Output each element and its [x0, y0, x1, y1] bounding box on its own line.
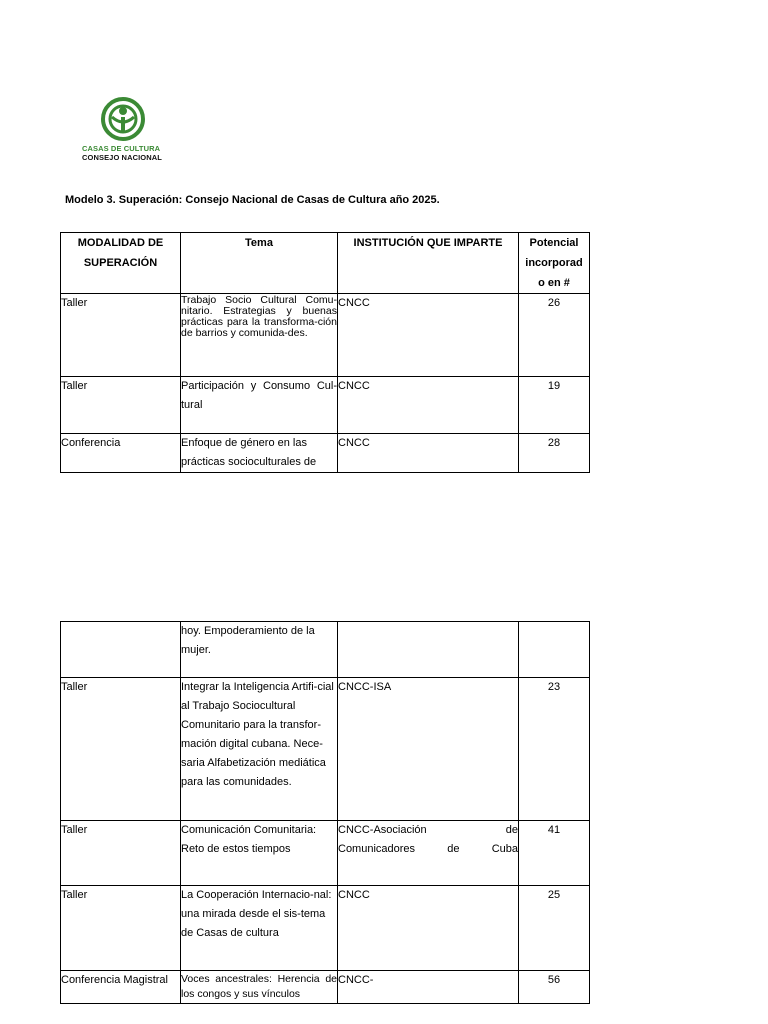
header-potencial-line1: Potencial: [529, 237, 579, 249]
table-row: [61, 971, 590, 1004]
cell-institucion: CNCC: [338, 294, 519, 377]
cell-tema: Trabajo Socio Cultural Comu-nitario. Estrategias y buenas prácticas para la transforma-ción de barrios y comunida-des.: [181, 294, 338, 377]
cell-institucion: CNCC: [338, 434, 519, 473]
table-row: [61, 821, 590, 886]
cell-potencial: 23: [519, 678, 590, 821]
cell-tema: Enfoque de género en las prácticas socioculturales de: [181, 434, 338, 473]
cell-tema: La Cooperación Internacio-nal: una mirada desde el sis-tema de Casas de cultura: [181, 886, 338, 971]
cell-potencial: 41: [519, 821, 590, 886]
logo-emblem-icon: [97, 97, 149, 141]
superacion-table-page2: [60, 621, 590, 1004]
cell-tema: Voces ancestrales: Herencia de los congos y sus vínculos: [181, 971, 338, 1004]
cell-institucion: CNCC-ISA: [338, 678, 519, 821]
table-row: [61, 294, 590, 377]
cell-institucion: CNCC-Asociación de Comunicadores de Cuba: [338, 821, 519, 886]
cell-modalidad: Taller: [61, 821, 181, 886]
cell-tema: Participación y Consumo Cul-tural: [181, 377, 338, 434]
header-modalidad: [61, 233, 181, 294]
header-institucion: INSTITUCIÓN QUE IMPARTE: [338, 233, 519, 294]
header-modalidad-line2: SUPERACIÓN: [83, 257, 158, 269]
document-title: Modelo 3. Superación: Consejo Nacional de Casas de Cultura año 2025.: [65, 194, 440, 206]
cell-potencial: 26: [519, 294, 590, 377]
cell-modalidad: [61, 622, 181, 678]
cell-modalidad: Conferencia Magistral: [61, 971, 181, 1004]
casas-de-cultura-logo: [80, 97, 170, 165]
table-header-row: [61, 233, 590, 294]
cell-modalidad: Taller: [61, 886, 181, 971]
cell-potencial: 25: [519, 886, 590, 971]
cell-potencial: 56: [519, 971, 590, 1004]
logo-text-line1: CASAS DE CULTURA: [82, 144, 161, 153]
cell-potencial: 28: [519, 434, 590, 473]
cell-potencial: [519, 622, 590, 678]
cell-potencial: 19: [519, 377, 590, 434]
table-row: [61, 678, 590, 821]
header-potencial-line3: o en #: [538, 277, 570, 289]
cell-modalidad: Taller: [61, 294, 181, 377]
table-row: [61, 622, 590, 678]
header-potencial: [519, 233, 590, 294]
cell-tema: Integrar la Inteligencia Artifi-cial al Trabajo Sociocultural Comunitario para la transfor-mación digital cubana. Nece-saria Alfabetización mediática para las comunidades.: [181, 678, 338, 821]
header-potencial-line2: incorporad: [525, 257, 583, 269]
cell-institucion: CNCC: [338, 886, 519, 971]
table-row: [61, 434, 590, 473]
table-row: [61, 886, 590, 971]
cell-institucion: CNCC: [338, 377, 519, 434]
cell-tema: Comunicación Comunitaria: Reto de estos tiempos: [181, 821, 338, 886]
header-modalidad-line1: MODALIDAD DE: [77, 237, 164, 249]
header-tema: Tema: [181, 233, 338, 294]
cell-institucion: [338, 622, 519, 678]
cell-institucion: CNCC-: [338, 971, 519, 1004]
logo-text-line2: CONSEJO NACIONAL: [82, 153, 162, 162]
superacion-table-page1: [60, 232, 590, 473]
cell-modalidad: Taller: [61, 377, 181, 434]
cell-modalidad: Taller: [61, 678, 181, 821]
cell-tema: hoy. Empoderamiento de la mujer.: [181, 622, 338, 678]
table-row: [61, 377, 590, 434]
cell-modalidad: Conferencia: [61, 434, 181, 473]
